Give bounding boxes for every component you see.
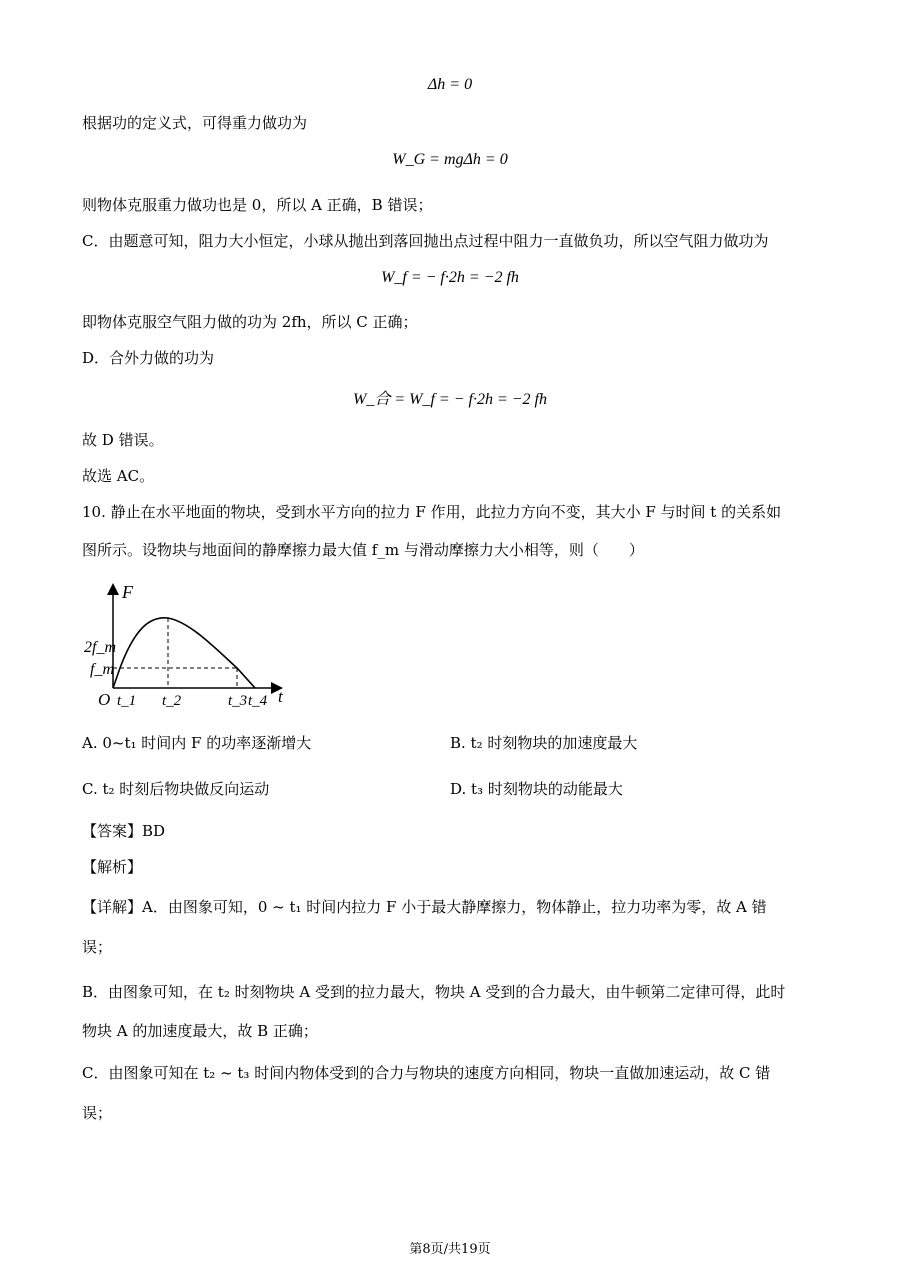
- option-d: D. t₃ 时刻物块的动能最大: [450, 780, 623, 798]
- text-line: D．合外力做的功为: [82, 349, 215, 367]
- x-axis-label: t: [278, 687, 283, 706]
- y-axis-label: F: [122, 582, 133, 602]
- y-tick-fm: f_m: [90, 661, 114, 678]
- analysis-label: 【解析】: [82, 858, 143, 876]
- text-line: 根据功的定义式，可得重力做功为: [82, 114, 308, 132]
- detail-line: 误；: [82, 938, 113, 956]
- equation-work-friction: W_f = − f·2h = −2 fh: [381, 269, 519, 286]
- detail-line: 【详解】A．由图象可知，0 ~ t₁ 时间内拉力 F 小于最大静摩擦力，物体静止，拉力功率为零，故 A 错: [82, 898, 767, 916]
- option-a: A. 0~t₁ 时间内 F 的功率逐渐增大: [82, 734, 312, 752]
- text-line: 故选 AC。: [82, 467, 155, 485]
- detail-line: 误；: [82, 1104, 113, 1122]
- page-number: 第8页/共19页: [409, 1242, 491, 1257]
- origin-label: O: [98, 690, 111, 709]
- text-line: 则物体克服重力做功也是 0，所以 A 正确，B 错误；: [82, 196, 433, 214]
- force-curve: [113, 618, 255, 688]
- text-line: C．由题意可知，阻力大小恒定，小球从抛出到落回抛出点过程中阻力一直做负功，所以空气阻力做功为: [82, 232, 769, 250]
- equation-work-gravity: W_G = mgΔh = 0: [392, 151, 508, 168]
- x-tick-t4: t_4: [248, 693, 268, 709]
- x-tick-t3: t_3: [228, 693, 248, 709]
- equation-delta-h: Δh = 0: [427, 76, 473, 93]
- detail-line: 物块 A 的加速度最大，故 B 正确；: [82, 1022, 318, 1040]
- x-tick-t1: t_1: [117, 693, 137, 709]
- option-c: C. t₂ 时刻后物块做反向运动: [82, 780, 270, 798]
- detail-line: C．由图象可知在 t₂ ~ t₃ 时间内物体受到的合力与物块的速度方向相同，物块一直做加速运动，故 C 错: [82, 1064, 771, 1082]
- option-b: B. t₂ 时刻物块的加速度最大: [450, 734, 638, 752]
- answer-label: 【答案】BD: [82, 822, 166, 840]
- question-10-text: 图所示。设物块与地面间的静摩擦力最大值 f_m 与滑动摩擦力大小相等，则（ ）: [82, 541, 644, 559]
- y-tick-2fm: 2f_m: [84, 639, 116, 656]
- question-10-text: 10. 静止在水平地面的物块，受到水平方向的拉力 F 作用，此拉力方向不变，其大小 F 与时间 t 的关系如: [82, 503, 782, 521]
- detail-line: B．由图象可知，在 t₂ 时刻物块 A 受到的拉力最大，物块 A 受到的合力最大，由牛顿第二定律可得，此时: [82, 983, 786, 1001]
- text-line: 即物体克服空气阻力做的功为 2fh，所以 C 正确；: [82, 313, 418, 331]
- text-line: 故 D 错误。: [82, 431, 164, 449]
- x-tick-t2: t_2: [162, 693, 182, 709]
- force-time-graph: [80, 578, 300, 713]
- equation-net-work: W_合 = W_f = − f·2h = −2 fh: [353, 391, 547, 408]
